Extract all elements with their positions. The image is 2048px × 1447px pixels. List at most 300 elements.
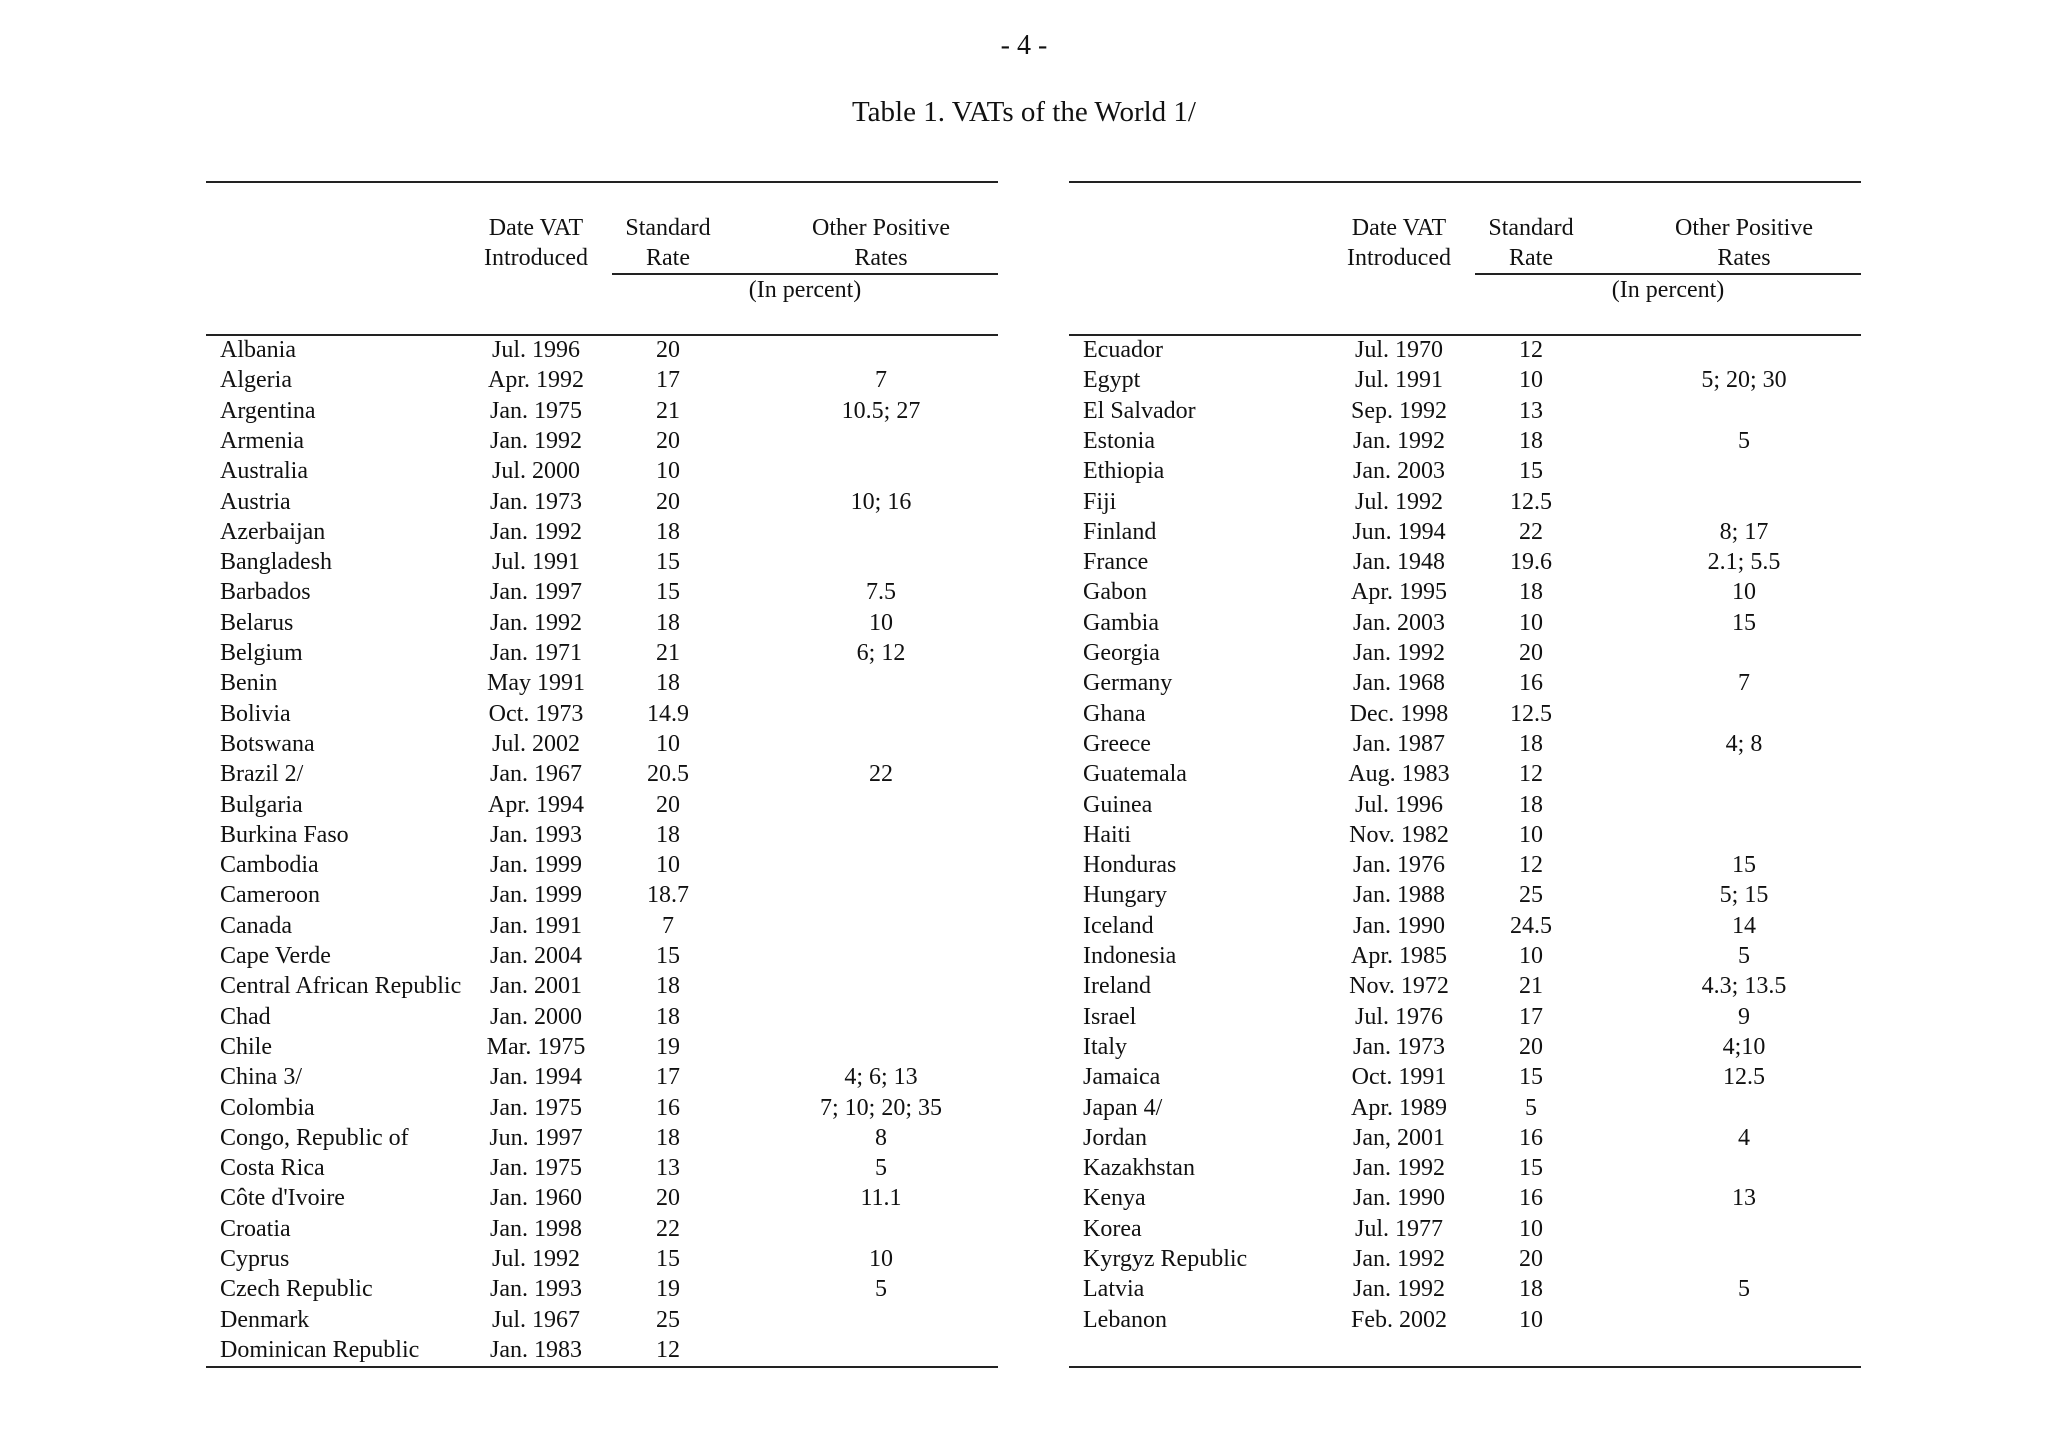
standard-rate-cell: 16	[1519, 1124, 1543, 1151]
table-row	[206, 365, 998, 395]
bottom-rule	[206, 1366, 998, 1368]
other-rates-cell: 8	[875, 1124, 887, 1151]
table-row	[206, 941, 998, 971]
page-number: - 4 -	[1000, 30, 1048, 61]
standard-rate-cell: 18	[656, 973, 680, 1000]
date-cell: Jan. 1992	[1353, 1276, 1445, 1303]
country-cell: Central African Republic	[220, 973, 462, 1000]
other-rates-cell: 10	[869, 609, 893, 636]
header-standard-rate: Standard Rate	[625, 215, 711, 271]
country-cell: Armenia	[220, 427, 304, 454]
other-rates-cell: 4;10	[1722, 1033, 1766, 1060]
standard-rate-cell: 10	[1519, 821, 1543, 848]
standard-rate-cell: 12.5	[1510, 700, 1552, 727]
table-row	[206, 911, 998, 941]
date-cell: Jan. 2003	[1353, 609, 1445, 636]
country-cell: Kazakhstan	[1083, 1155, 1195, 1182]
standard-rate-cell: 12.5	[1510, 488, 1552, 515]
standard-rate-cell: 10	[1519, 609, 1543, 636]
table-row	[206, 1002, 998, 1032]
table-row	[1069, 1183, 1861, 1213]
country-cell: Jamaica	[1083, 1064, 1161, 1091]
country-cell: Belarus	[220, 609, 294, 636]
country-cell: Congo, Republic of	[220, 1124, 409, 1151]
standard-rate-cell: 20	[656, 337, 680, 363]
country-cell: Indonesia	[1083, 943, 1177, 969]
table-row	[1069, 911, 1861, 941]
table-row	[1069, 426, 1861, 456]
other-rates-cell: 8; 17	[1719, 518, 1769, 545]
standard-rate-cell: 16	[1519, 1185, 1543, 1212]
table-row	[1069, 638, 1861, 668]
country-cell: Czech Republic	[220, 1276, 373, 1303]
table-row	[1069, 1123, 1861, 1153]
header-other-positive-rates: Other Positive Rates	[812, 215, 950, 271]
standard-rate-cell: 22	[656, 1215, 680, 1242]
country-cell: France	[1083, 549, 1149, 576]
standard-rate-cell: 12	[656, 1336, 680, 1363]
date-cell: Jan. 2001	[490, 973, 582, 1000]
header-date-introduced: Date VAT Introduced	[1347, 215, 1451, 271]
table-row	[206, 1305, 998, 1335]
country-cell: Albania	[220, 337, 296, 363]
other-rates-cell: 9	[1738, 1003, 1750, 1030]
date-cell: Jan. 1992	[1353, 1155, 1445, 1182]
date-cell: Jan. 1997	[490, 579, 582, 606]
country-cell: Chad	[220, 1003, 271, 1030]
table-row	[206, 1032, 998, 1062]
other-rates-cell: 5	[1738, 1276, 1750, 1303]
country-cell: Colombia	[220, 1094, 315, 1121]
country-cell: Gambia	[1083, 609, 1159, 636]
country-cell: Austria	[220, 488, 291, 515]
standard-rate-cell: 18	[1519, 1276, 1543, 1303]
other-rates-cell: 10	[869, 1246, 893, 1272]
date-cell: Jan. 2003	[1353, 458, 1445, 485]
standard-rate-cell: 14.9	[647, 700, 689, 727]
standard-rate-cell: 12	[1519, 337, 1543, 363]
standard-rate-cell: 21	[1519, 973, 1543, 1000]
country-cell: Chile	[220, 1033, 272, 1060]
table-row	[206, 971, 998, 1001]
standard-rate-cell: 10	[1519, 1306, 1543, 1333]
table-row	[1069, 1153, 1861, 1183]
country-cell: Kenya	[1083, 1185, 1146, 1212]
rows-left	[206, 335, 998, 1365]
other-rates-cell: 5	[875, 1276, 887, 1303]
standard-rate-cell: 18	[656, 1124, 680, 1151]
date-cell: Jan. 1999	[490, 852, 582, 879]
standard-rate-cell: 18	[656, 609, 680, 636]
standard-rate-cell: 19	[656, 1033, 680, 1060]
header-other-positive-rates: Other Positive Rates	[1675, 215, 1813, 271]
other-rates-cell: 4; 6; 13	[844, 1064, 918, 1091]
country-cell: Dominican Republic	[220, 1336, 420, 1363]
standard-rate-cell: 17	[1519, 1003, 1543, 1030]
country-cell: Burkina Faso	[220, 821, 349, 848]
country-cell: Georgia	[1083, 640, 1160, 666]
other-rates-cell: 11.1	[860, 1185, 902, 1212]
standard-rate-cell: 18	[656, 821, 680, 848]
country-cell: Haiti	[1083, 821, 1131, 848]
other-rates-cell: 10; 16	[850, 488, 912, 515]
date-cell: Jan. 1975	[490, 1155, 582, 1182]
other-rates-cell: 10.5; 27	[841, 397, 921, 424]
other-rates-cell: 7	[875, 367, 887, 394]
date-cell: Jan. 1992	[1353, 1246, 1445, 1272]
standard-rate-cell: 13	[1519, 397, 1543, 424]
table-panel-left	[206, 181, 998, 1368]
date-cell: May 1991	[487, 670, 585, 697]
country-cell: Barbados	[220, 579, 311, 606]
table-row	[206, 426, 998, 456]
date-cell: Apr. 1985	[1351, 943, 1447, 969]
unit-label: (In percent)	[1611, 277, 1725, 303]
country-cell: Cape Verde	[220, 943, 331, 969]
date-cell: Jan. 1992	[1353, 640, 1445, 666]
table-row	[206, 1244, 998, 1274]
table-row	[1069, 850, 1861, 880]
date-cell: Jan. 1998	[490, 1215, 582, 1242]
table-row	[206, 638, 998, 668]
date-cell: Jan. 1960	[490, 1185, 582, 1212]
table-row	[1069, 1062, 1861, 1092]
standard-rate-cell: 20	[656, 1185, 680, 1212]
date-cell: Apr. 1995	[1351, 579, 1447, 606]
standard-rate-cell: 18	[656, 1003, 680, 1030]
table-row	[1069, 577, 1861, 607]
standard-rate-cell: 21	[656, 397, 680, 424]
standard-rate-cell: 15	[656, 549, 680, 576]
standard-rate-cell: 18	[656, 670, 680, 697]
table-row	[206, 517, 998, 547]
date-cell: Jan. 1992	[490, 427, 582, 454]
standard-rate-cell: 20	[656, 791, 680, 818]
other-rates-cell: 22	[869, 761, 893, 788]
date-cell: Jan. 1993	[490, 1276, 582, 1303]
standard-rate-cell: 15	[656, 943, 680, 969]
country-cell: Ethiopia	[1083, 458, 1165, 485]
standard-rate-cell: 15	[1519, 1155, 1543, 1182]
table-row	[206, 487, 998, 517]
standard-rate-cell: 7	[662, 912, 674, 939]
table-row	[1069, 1244, 1861, 1274]
date-cell: Jan. 1975	[490, 1094, 582, 1121]
country-cell: Finland	[1083, 518, 1157, 545]
standard-rate-cell: 10	[1519, 943, 1543, 969]
standard-rate-cell: 18	[1519, 791, 1543, 818]
date-cell: Jul. 1996	[491, 337, 580, 363]
date-cell: Jul. 1967	[491, 1306, 580, 1333]
standard-rate-cell: 24.5	[1510, 912, 1552, 939]
date-cell: Oct. 1973	[488, 700, 584, 727]
other-rates-cell: 5	[1738, 427, 1750, 454]
country-cell: Australia	[220, 458, 308, 485]
date-cell: Jul. 2002	[491, 730, 580, 757]
table-row	[1069, 729, 1861, 759]
date-cell: Jan. 1988	[1353, 882, 1445, 909]
date-cell: Jan, 2001	[1353, 1124, 1445, 1151]
table-row	[206, 790, 998, 820]
table-row	[1069, 971, 1861, 1001]
date-cell: Nov. 1972	[1349, 973, 1449, 1000]
country-cell: Cameroon	[220, 882, 320, 909]
country-cell: Argentina	[220, 397, 316, 424]
other-rates-cell: 5	[875, 1155, 887, 1182]
standard-rate-cell: 15	[1519, 458, 1543, 485]
other-rates-cell: 4.3; 13.5	[1701, 973, 1787, 1000]
standard-rate-cell: 15	[656, 1246, 680, 1272]
country-cell: Fiji	[1083, 488, 1117, 515]
country-cell: Botswana	[220, 730, 315, 757]
country-cell: Guinea	[1083, 791, 1153, 818]
standard-rate-cell: 15	[656, 579, 680, 606]
country-cell: Ghana	[1083, 700, 1146, 727]
table-row	[1069, 335, 1861, 365]
other-rates-cell: 10	[1732, 579, 1756, 606]
date-cell: Jan. 1992	[1353, 427, 1445, 454]
standard-rate-cell: 20.5	[647, 761, 689, 788]
table-row	[1069, 1214, 1861, 1244]
country-cell: Belgium	[220, 640, 303, 666]
date-cell: Jan. 1999	[490, 882, 582, 909]
other-rates-cell: 5	[1738, 943, 1750, 969]
date-cell: Apr. 1992	[488, 367, 584, 394]
date-cell: Dec. 1998	[1349, 700, 1449, 727]
date-cell: Jan. 1992	[490, 609, 582, 636]
table-row	[206, 880, 998, 910]
table-row	[1069, 1305, 1861, 1335]
table-row	[206, 396, 998, 426]
table-row	[1069, 1002, 1861, 1032]
country-cell: Costa Rica	[220, 1155, 325, 1182]
country-cell: Côte d'Ivoire	[220, 1185, 345, 1212]
date-cell: Mar. 1975	[486, 1033, 586, 1060]
rows-right	[1069, 335, 1861, 1365]
other-rates-cell: 2.1; 5.5	[1707, 549, 1781, 576]
date-cell: Jan. 2004	[490, 943, 582, 969]
table-row	[206, 456, 998, 486]
date-cell: Jan. 1971	[490, 640, 582, 666]
date-cell: Nov. 1982	[1349, 821, 1449, 848]
table-row	[1069, 1093, 1861, 1123]
date-cell: Jan. 1993	[490, 821, 582, 848]
date-cell: Jul. 2000	[491, 458, 580, 485]
table-row	[206, 1123, 998, 1153]
standard-rate-cell: 10	[1519, 1215, 1543, 1242]
country-cell: Algeria	[220, 367, 292, 394]
standard-rate-cell: 13	[656, 1155, 680, 1182]
date-cell: Jul. 1970	[1354, 337, 1443, 363]
standard-rate-cell: 16	[1519, 670, 1543, 697]
date-cell: Sep. 1992	[1351, 397, 1447, 424]
country-cell: Italy	[1083, 1033, 1127, 1060]
date-cell: Jan. 1973	[1353, 1033, 1445, 1060]
date-cell: Jul. 1977	[1354, 1215, 1443, 1242]
date-cell: Jan. 1994	[490, 1064, 582, 1091]
standard-rate-cell: 12	[1519, 761, 1543, 788]
standard-rate-cell: 18	[1519, 427, 1543, 454]
other-rates-cell: 6; 12	[856, 640, 906, 666]
standard-rate-cell: 10	[656, 458, 680, 485]
standard-rate-cell: 5	[1525, 1094, 1537, 1121]
country-cell: Lebanon	[1083, 1306, 1167, 1333]
table-title: Table 1. VATs of the World 1/	[851, 96, 1196, 128]
standard-rate-cell: 20	[656, 488, 680, 515]
other-rates-cell: 12.5	[1723, 1064, 1765, 1091]
table-row	[206, 1183, 998, 1213]
date-cell: Jan. 1948	[1353, 549, 1445, 576]
date-cell: Jul. 1996	[1354, 791, 1443, 818]
date-cell: Jun. 1994	[1352, 518, 1446, 545]
country-cell: Kyrgyz Republic	[1083, 1246, 1248, 1272]
other-rates-cell: 5; 20; 30	[1701, 367, 1787, 394]
standard-rate-cell: 19	[656, 1276, 680, 1303]
standard-rate-cell: 20	[1519, 1033, 1543, 1060]
country-cell: Brazil 2/	[220, 761, 304, 788]
table-row	[1069, 941, 1861, 971]
country-cell: Japan 4/	[1083, 1094, 1163, 1121]
country-cell: Jordan	[1083, 1124, 1147, 1151]
standard-rate-cell: 10	[1519, 367, 1543, 394]
country-cell: Denmark	[220, 1306, 310, 1333]
date-cell: Apr. 1994	[488, 791, 584, 818]
table-row	[1069, 759, 1861, 789]
date-cell: Jan. 1967	[490, 761, 582, 788]
standard-rate-cell: 20	[656, 427, 680, 454]
table-row	[1069, 365, 1861, 395]
table-row	[206, 335, 998, 365]
date-cell: Jun. 1997	[489, 1124, 583, 1151]
date-cell: Jul. 1992	[491, 1246, 580, 1272]
table-row	[1069, 880, 1861, 910]
country-cell: Korea	[1083, 1215, 1142, 1242]
table-row	[206, 1274, 998, 1304]
standard-rate-cell: 21	[656, 640, 680, 666]
date-cell: Jan. 1973	[490, 488, 582, 515]
country-cell: Ecuador	[1083, 337, 1163, 363]
country-cell: Gabon	[1083, 579, 1147, 606]
standard-rate-cell: 25	[1519, 882, 1543, 909]
country-cell: Canada	[220, 912, 292, 939]
country-cell: Cyprus	[220, 1246, 290, 1272]
other-rates-cell: 7	[1738, 670, 1750, 697]
date-cell: Jan. 1990	[1353, 912, 1445, 939]
country-cell: Azerbaijan	[220, 518, 326, 545]
country-cell: Latvia	[1083, 1276, 1145, 1303]
country-cell: Greece	[1083, 730, 1151, 757]
standard-rate-cell: 17	[656, 1064, 680, 1091]
table-row	[1069, 668, 1861, 698]
standard-rate-cell: 20	[1519, 1246, 1543, 1272]
country-cell: Germany	[1083, 670, 1173, 697]
bottom-rule	[1069, 1366, 1861, 1368]
table-row	[206, 1062, 998, 1092]
standard-rate-cell: 10	[656, 730, 680, 757]
table-row	[206, 577, 998, 607]
country-cell: Croatia	[220, 1215, 291, 1242]
table-row	[206, 1335, 998, 1365]
standard-rate-cell: 18	[656, 518, 680, 545]
standard-rate-cell: 22	[1519, 518, 1543, 545]
header-date-introduced: Date VAT Introduced	[484, 215, 588, 271]
standard-rate-cell: 25	[656, 1306, 680, 1333]
table-row	[1069, 608, 1861, 638]
date-cell: Jan. 1992	[490, 518, 582, 545]
header-standard-rate: Standard Rate	[1488, 215, 1574, 271]
table-row	[206, 1093, 998, 1123]
table-row	[206, 547, 998, 577]
table-row	[1069, 547, 1861, 577]
table-row	[206, 608, 998, 638]
date-cell: Apr. 1989	[1351, 1094, 1447, 1121]
table-row	[206, 699, 998, 729]
top-rule	[206, 181, 998, 183]
date-cell: Jan. 1968	[1353, 670, 1445, 697]
date-cell: Jan. 2000	[490, 1003, 582, 1030]
table-row	[1069, 456, 1861, 486]
table-row	[1069, 517, 1861, 547]
table-row	[1069, 396, 1861, 426]
country-cell: Guatemala	[1083, 761, 1187, 788]
standard-rate-cell: 18.7	[647, 882, 689, 909]
other-rates-cell: 7.5	[866, 579, 896, 606]
date-cell: Jan. 1976	[1353, 852, 1445, 879]
standard-rate-cell: 18	[1519, 730, 1543, 757]
table-row	[1069, 699, 1861, 729]
date-cell: Jul. 1976	[1354, 1003, 1443, 1030]
top-rule	[1069, 181, 1861, 183]
table-row	[1069, 820, 1861, 850]
date-cell: Jan. 1983	[490, 1336, 582, 1363]
standard-rate-cell: 19.6	[1510, 549, 1552, 576]
date-cell: Jan. 1975	[490, 397, 582, 424]
date-cell: Jan. 1990	[1353, 1185, 1445, 1212]
date-cell: Jul. 1991	[1354, 367, 1443, 394]
country-cell: Estonia	[1083, 427, 1155, 454]
other-rates-cell: 15	[1732, 852, 1756, 879]
table-row	[1069, 1032, 1861, 1062]
other-rates-cell: 13	[1732, 1185, 1756, 1212]
table-row	[206, 1153, 998, 1183]
country-cell: Bangladesh	[220, 549, 332, 576]
other-rates-cell: 14	[1732, 912, 1756, 939]
table-row	[206, 729, 998, 759]
standard-rate-cell: 20	[1519, 640, 1543, 666]
country-cell: Bolivia	[220, 700, 291, 727]
standard-rate-cell: 15	[1519, 1064, 1543, 1091]
date-cell: Jan. 1987	[1353, 730, 1445, 757]
country-cell: Bulgaria	[220, 791, 303, 818]
country-cell: Benin	[220, 670, 278, 697]
table-row	[1069, 790, 1861, 820]
country-cell: Egypt	[1083, 367, 1141, 394]
table-row	[1069, 487, 1861, 517]
other-rates-cell: 4; 8	[1725, 730, 1763, 757]
country-cell: China 3/	[220, 1064, 302, 1091]
standard-rate-cell: 18	[1519, 579, 1543, 606]
table-panel-right	[1069, 181, 1861, 1368]
date-cell: Oct. 1991	[1351, 1064, 1447, 1091]
country-cell: Honduras	[1083, 852, 1177, 879]
table-row	[206, 759, 998, 789]
country-cell: Israel	[1083, 1003, 1137, 1030]
country-cell: Ireland	[1083, 973, 1151, 1000]
unit-label: (In percent)	[748, 277, 862, 303]
other-rates-cell: 15	[1732, 609, 1756, 636]
table-row	[206, 850, 998, 880]
country-cell: Hungary	[1083, 882, 1167, 909]
